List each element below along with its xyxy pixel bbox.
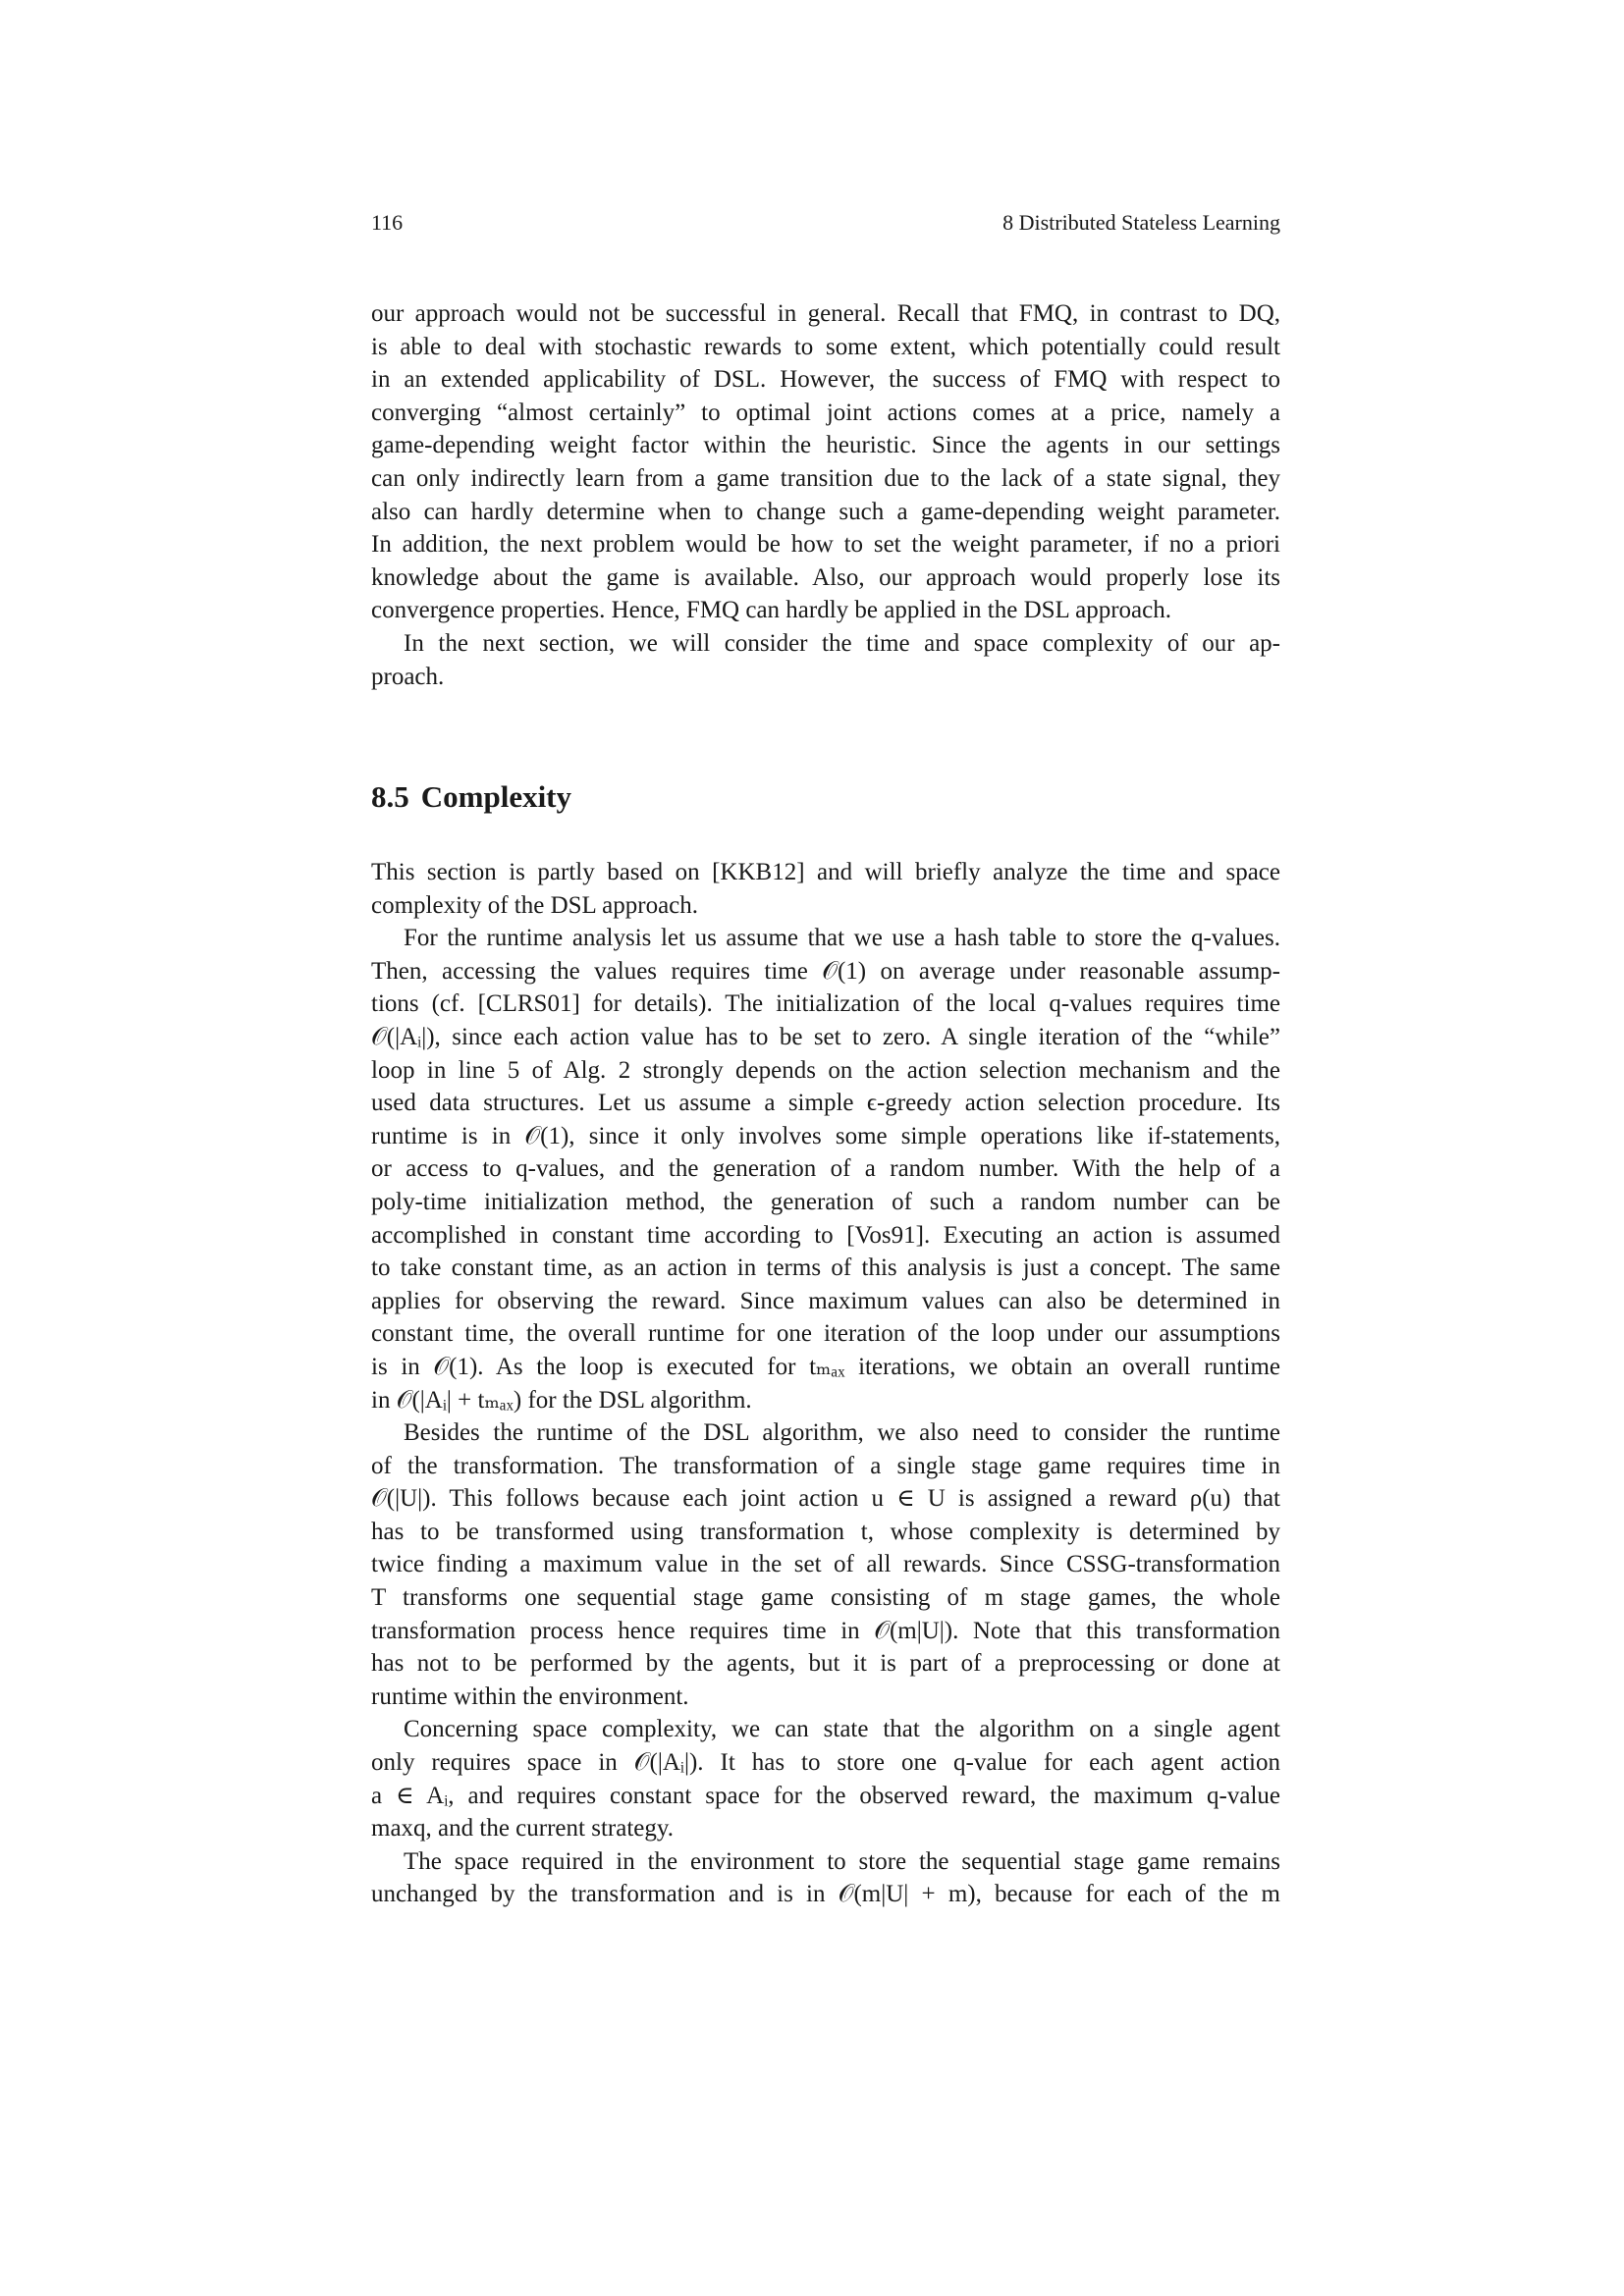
text-line: Concerning space complexity, we can state that the algorithm on a single agent <box>404 1716 1280 1743</box>
text-line: 𝒪(|Aᵢ|), since each action value has to be set to zero. A single iteration of the “while” <box>371 1023 1280 1050</box>
text-line: runtime within the environment. <box>371 1682 689 1710</box>
text-line: of the transformation. The transformation of a single stage game requires time in <box>371 1452 1280 1479</box>
text-line: in an extended applicability of DSL. However, the success of FMQ with respect to <box>371 366 1280 394</box>
text-line: twice finding a maximum value in the set of all rewards. Since CSSG-transformation <box>371 1551 1280 1578</box>
text-line: applies for observing the reward. Since maximum values can also be determined in <box>371 1287 1280 1314</box>
text-line: unchanged by the transformation and is in 𝒪(m|U| + m), because for each of the m <box>371 1881 1280 1908</box>
text-line: Besides the runtime of the DSL algorithm, we also need to consider the runtime <box>404 1419 1280 1447</box>
text-line: also can hardly determine when to change such a game-depending weight parameter. <box>371 498 1280 525</box>
text-line: can only indirectly learn from a game transition due to the lack of a state signal, they <box>371 464 1280 492</box>
text-line: 𝒪(|U|). This follows because each joint action u ∈ U is assigned a reward ρ(u) that <box>371 1485 1280 1513</box>
text-line: T transforms one sequential stage game consisting of m stage games, the whole <box>371 1584 1280 1612</box>
text-line: Then, accessing the values requires time 𝒪(1) on average under reasonable assump- <box>371 957 1280 985</box>
text-line: transformation process hence requires time in 𝒪(m|U|). Note that this transformation <box>371 1617 1280 1644</box>
section-heading <box>371 777 571 817</box>
text-line: in 𝒪(|Aᵢ| + tₘₐₓ) for the DSL algorithm. <box>371 1386 752 1414</box>
text-line: a ∈ Aᵢ, and requires constant space for the observed reward, the maximum q-value <box>371 1782 1280 1809</box>
text-line: game-depending weight factor within the heuristic. Since the agents in our settings <box>371 432 1280 459</box>
text-line: tions (cf. [CLRS01] for details). The initialization of the local q-values requires time <box>371 990 1280 1018</box>
text-line: is in 𝒪(1). As the loop is executed for tₘₐₓ iterations, we obtain an overall runtime <box>371 1353 1280 1380</box>
chapter-title: 8 Distributed Stateless Learning <box>1002 210 1280 235</box>
text-line: proach. <box>371 663 445 690</box>
body-text-main <box>371 856 1280 1911</box>
text-line: The space required in the environment to store the sequential stage game remains <box>404 1847 1280 1875</box>
text-line: has not to be performed by the agents, but it is part of a preprocessing or done at <box>371 1650 1280 1678</box>
text-line: In the next section, we will consider the time and space complexity of our ap- <box>404 629 1280 657</box>
text-line: maxq, and the current strategy. <box>371 1815 674 1842</box>
text-line: only requires space in 𝒪(|Aᵢ|). It has to store one q-value for each agent action <box>371 1749 1280 1777</box>
page-number: 116 <box>371 210 404 235</box>
text-line: runtime is in 𝒪(1), since it only involves some simple operations like if-statements, <box>371 1122 1280 1149</box>
text-line: or access to q-values, and the generation of a random number. With the help of a <box>371 1155 1280 1183</box>
text-line: convergence properties. Hence, FMQ can hardly be applied in the DSL approach. <box>371 597 1171 624</box>
text-line: our approach would not be successful in general. Recall that FMQ, in contrast to DQ, <box>371 300 1280 327</box>
body-text-top <box>371 297 1280 693</box>
text-line: accomplished in constant time according to [Vos91]. Executing an action is assumed <box>371 1221 1280 1249</box>
text-line: has to be transformed using transformation t, whose complexity is determined by <box>371 1518 1280 1545</box>
text-line: used data structures. Let us assume a simple ϵ-greedy action selection procedure. Its <box>371 1090 1280 1117</box>
text-line: to take constant time, as an action in terms of this analysis is just a concept. The same <box>371 1255 1280 1282</box>
text-line: In addition, the next problem would be how to set the weight parameter, if no a priori <box>371 531 1280 559</box>
text-line: converging “almost certainly” to optimal joint actions comes at a price, namely a <box>371 399 1280 426</box>
text-line: complexity of the DSL approach. <box>371 891 699 919</box>
section-number: 8.5 <box>371 779 409 814</box>
text-line: This section is partly based on [KKB12] and will briefly analyze the time and space <box>371 859 1280 885</box>
section-title: Complexity <box>420 779 572 814</box>
text-line: is able to deal with stochastic rewards to some extent, which potentially could result <box>371 333 1280 360</box>
text-line: loop in line 5 of Alg. 2 strongly depends on the action selection mechanism and the <box>371 1056 1280 1084</box>
text-line: constant time, the overall runtime for one iteration of the loop under our assumptions <box>371 1320 1280 1348</box>
text-line: For the runtime analysis let us assume that we use a hash table to store the q-values. <box>404 925 1280 952</box>
text-line: knowledge about the game is available. Also, our approach would properly lose its <box>371 563 1280 591</box>
running-head <box>371 208 1280 238</box>
text-line: poly-time initialization method, the generation of such a random number can be <box>371 1188 1280 1215</box>
